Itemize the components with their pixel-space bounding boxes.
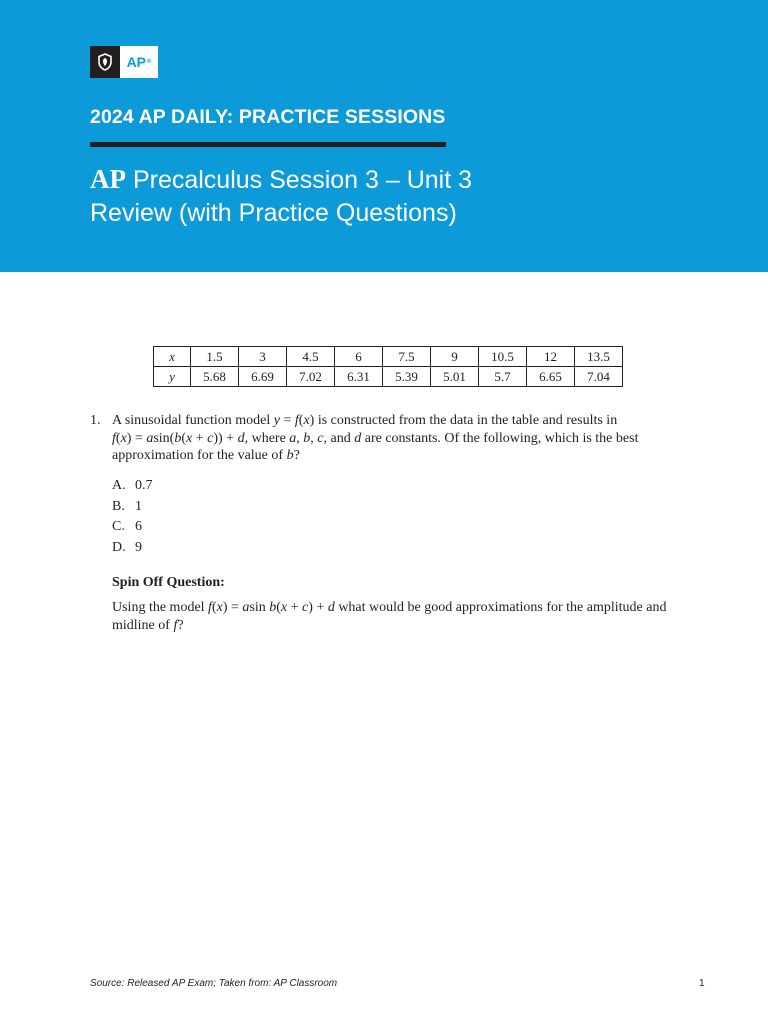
choice-value: 6	[135, 519, 142, 534]
table-cell: 5.68	[191, 367, 239, 387]
spin-off-text: Using the model f(x) = asin b(x + c) + d what would be good approximations for the amplitude and midline of f?	[112, 600, 667, 633]
table-cell: 7.02	[287, 367, 335, 387]
answer-choice-d[interactable]	[112, 540, 153, 561]
table-cell: 1.5	[191, 347, 239, 367]
table-cell: 12	[527, 347, 575, 367]
answer-choice-a[interactable]	[112, 478, 153, 499]
title-ap-prefix: AP	[90, 164, 126, 194]
footer-source: Source: Released AP Exam; Taken from: AP Classroom	[90, 978, 338, 989]
ap-logo-text: AP ®	[126, 54, 152, 70]
table-header-x: x	[154, 347, 191, 367]
table-row-y	[154, 367, 623, 387]
spin-off-heading: Spin Off Question:	[112, 575, 225, 590]
question-number: 1.	[90, 413, 101, 428]
table-header-y: y	[154, 367, 191, 387]
table-cell: 7.04	[575, 367, 623, 387]
title-divider	[90, 142, 446, 147]
header-banner	[0, 0, 768, 272]
table-cell: 6	[335, 347, 383, 367]
table-cell: 4.5	[287, 347, 335, 367]
table-cell: 6.65	[527, 367, 575, 387]
answer-choice-c[interactable]	[112, 519, 153, 540]
ap-logo	[90, 46, 158, 78]
series-label: 2024 AP DAILY: PRACTICE SESSIONS	[90, 106, 446, 128]
answer-choice-b[interactable]	[112, 499, 153, 520]
choice-value: 9	[135, 539, 142, 555]
choice-value: 1	[135, 498, 142, 514]
page-title	[90, 163, 690, 230]
table-cell: 5.7	[479, 367, 527, 387]
title-line-2: Review (with Practice Questions)	[90, 199, 457, 227]
title-line-1: Precalculus Session 3 – Unit 3	[126, 166, 473, 194]
table-cell: 9	[431, 347, 479, 367]
table-cell: 6.69	[239, 367, 287, 387]
answer-choices	[112, 478, 153, 560]
table-cell: 13.5	[575, 347, 623, 367]
table-cell: 10.5	[479, 347, 527, 367]
choice-letter: B.	[112, 498, 125, 514]
data-table	[153, 346, 623, 387]
choice-letter: C.	[112, 519, 125, 534]
table-cell: 5.39	[383, 367, 431, 387]
table-cell: 6.31	[335, 367, 383, 387]
table-cell: 7.5	[383, 347, 431, 367]
table-cell: 5.01	[431, 367, 479, 387]
choice-value: 0.7	[135, 478, 153, 493]
acorn-shield-icon	[90, 46, 120, 78]
table-row-x	[154, 347, 623, 367]
question-text: A sinusoidal function model y = f(x) is constructed from the data in the table and results in f(x) = asin(b(x + c)) + d, where a, b, c, and d are constants. Of the following, which is the best approximation for the value of b?	[112, 413, 639, 463]
choice-letter: A.	[112, 478, 126, 493]
table-cell: 3	[239, 347, 287, 367]
choice-letter: D.	[112, 539, 126, 555]
page-number: 1	[699, 978, 705, 989]
